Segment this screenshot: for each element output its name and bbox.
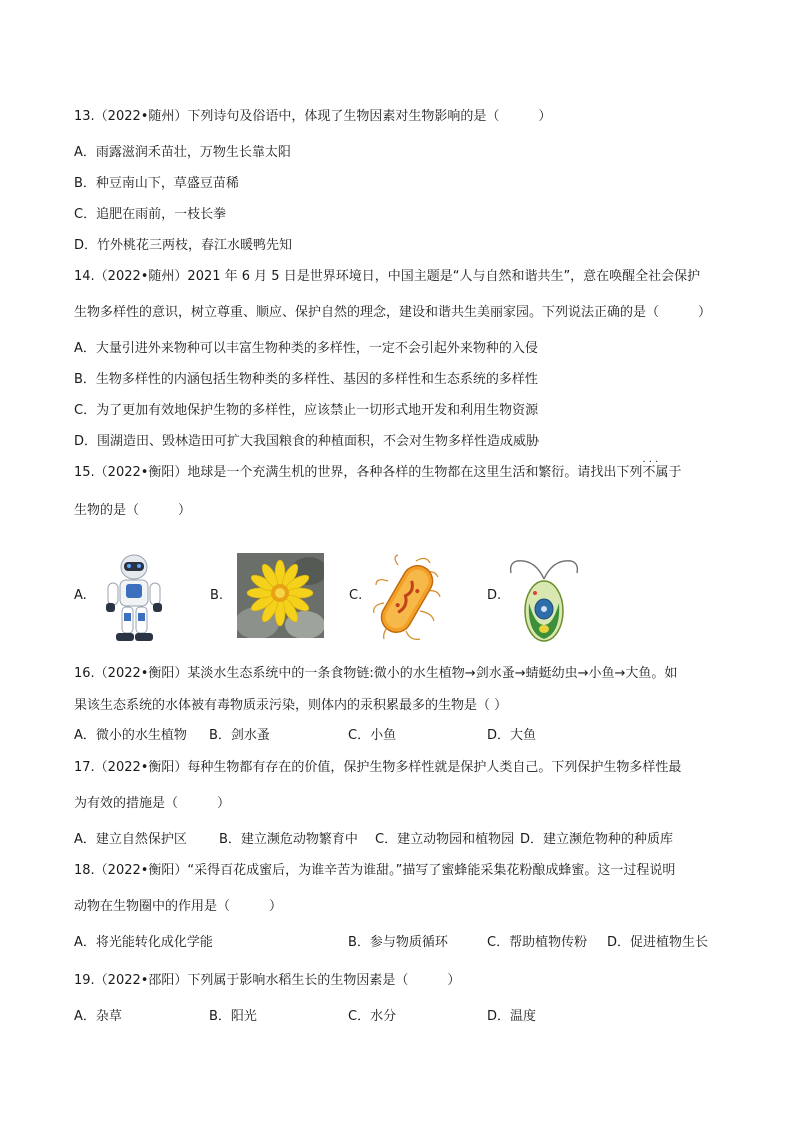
q13-option-a: A．雨露滋润禾苗壮，万物生长靠太阳: [74, 145, 291, 160]
q18-option-b: B．参与物质循环: [348, 935, 448, 950]
q19-option-d: D．温度: [487, 1009, 537, 1024]
q14-stem-line2: 生物多样性的意识，树立尊重、顺应、保护自然的理念，建设和谐共生美丽家园。下列说法正确的是（ ）: [74, 305, 712, 320]
q17-option-b: B．建立濒危动物繁育中: [219, 832, 358, 847]
chlamydomonas-image: [505, 553, 583, 643]
robot-image: [96, 553, 172, 643]
q15-stem-prefix: 15.（2022•衡阳）地球是一个充满生机的世界，各种各样的生物都在这里生活和繁衍。请找出下列: [74, 465, 643, 480]
bacterium-image: [368, 553, 446, 643]
q14-option-c: C．为了更加有效地保护生物的多样性，应该禁止一切形式地开发和利用生物资源: [74, 403, 539, 418]
q16-option-c: C．小鱼: [348, 728, 397, 743]
q18-stem-line1: 18.（2022•衡阳）“采得百花成蜜后，为谁辛苦为谁甜。”描写了蜜蜂能采集花粉酿成蜂蜜。这一过程说明: [74, 863, 676, 878]
q16-stem-line1: 16.（2022•衡阳）某淡水生态系统中的一条食物链:微小的水生植物→剑水蚤→蜻蜓幼虫→小鱼→大鱼。如: [74, 666, 678, 681]
q14-stem-line1: 14.（2022•随州）2021 年 6 月 5 日是世界环境日，中国主题是“人与自然和谐共生”，意在唤醒全社会保护: [74, 269, 701, 284]
q15-option-b-letter: B.: [210, 588, 224, 603]
q13-option-c: C．追肥在雨前，一枝长拳: [74, 207, 227, 222]
q19-option-a: A．杂草: [74, 1009, 122, 1024]
q16-option-a: A．微小的水生植物: [74, 728, 187, 743]
flower-image: [237, 553, 324, 643]
q17-option-a: A．建立自然保护区: [74, 832, 187, 847]
q13-stem: 13.（2022•随州）下列诗句及俗语中，体现了生物因素对生物影响的是（ ）: [74, 109, 552, 124]
q15-option-c-letter: C.: [349, 588, 363, 603]
q14-option-a: A．大量引进外来物种可以丰富生物种类的多样性，一定不会引起外来物种的入侵: [74, 341, 538, 356]
q17-stem-line2: 为有效的措施是（ ）: [74, 796, 231, 811]
q16-option-d: D．大鱼: [487, 728, 537, 743]
q15-option-d-letter: D.: [487, 588, 502, 603]
q16-option-b: B．剑水蚤: [209, 728, 270, 743]
q17-stem-line1: 17.（2022•衡阳）每种生物都有存在的价值，保护生物多样性就是保护人类自己。下列保护生物多样性最: [74, 760, 682, 775]
q17-option-d: D．建立濒危物种的种质库: [520, 832, 674, 847]
q14-option-d: D．围湖造田、毁林造田可扩大我国粮食的种植面积，不会对生物多样性造成威胁: [74, 434, 540, 449]
q14-option-b: B．生物多样性的内涵包括生物种类的多样性、基因的多样性和生态系统的多样性: [74, 372, 538, 387]
q17-option-c: C．建立动物园和植物园: [375, 832, 515, 847]
q18-option-c: C．帮助植物传粉: [487, 935, 588, 950]
q15-option-a-letter: A.: [74, 588, 87, 603]
q15-stem-line1: [74, 464, 681, 482]
q19-option-b: B．阳光: [209, 1009, 257, 1024]
q13-option-b: B．种豆南山下，草盛豆苗稀: [74, 176, 239, 191]
q18-option-d: D．促进植物生长: [607, 935, 709, 950]
q16-stem-line2: 果该生态系统的水体被有毒物质汞污染，则体内的汞积累最多的生物是（ ）: [74, 698, 508, 713]
q18-stem-line2: 动物在生物圈中的作用是（ ）: [74, 899, 283, 914]
q18-option-a: A．将光能转化成化学能: [74, 935, 213, 950]
q13-option-d: D．竹外桃花三两枝，春江水暖鸭先知: [74, 238, 293, 253]
q15-stem-line2: 生物的是（ ）: [74, 503, 192, 518]
q19-option-c: C．水分: [348, 1009, 397, 1024]
q15-stem-emphasis: 不属于 · · ·: [642, 464, 681, 482]
q19-stem: 19.（2022•邵阳）下列属于影响水稻生长的生物因素是（ ）: [74, 973, 461, 988]
